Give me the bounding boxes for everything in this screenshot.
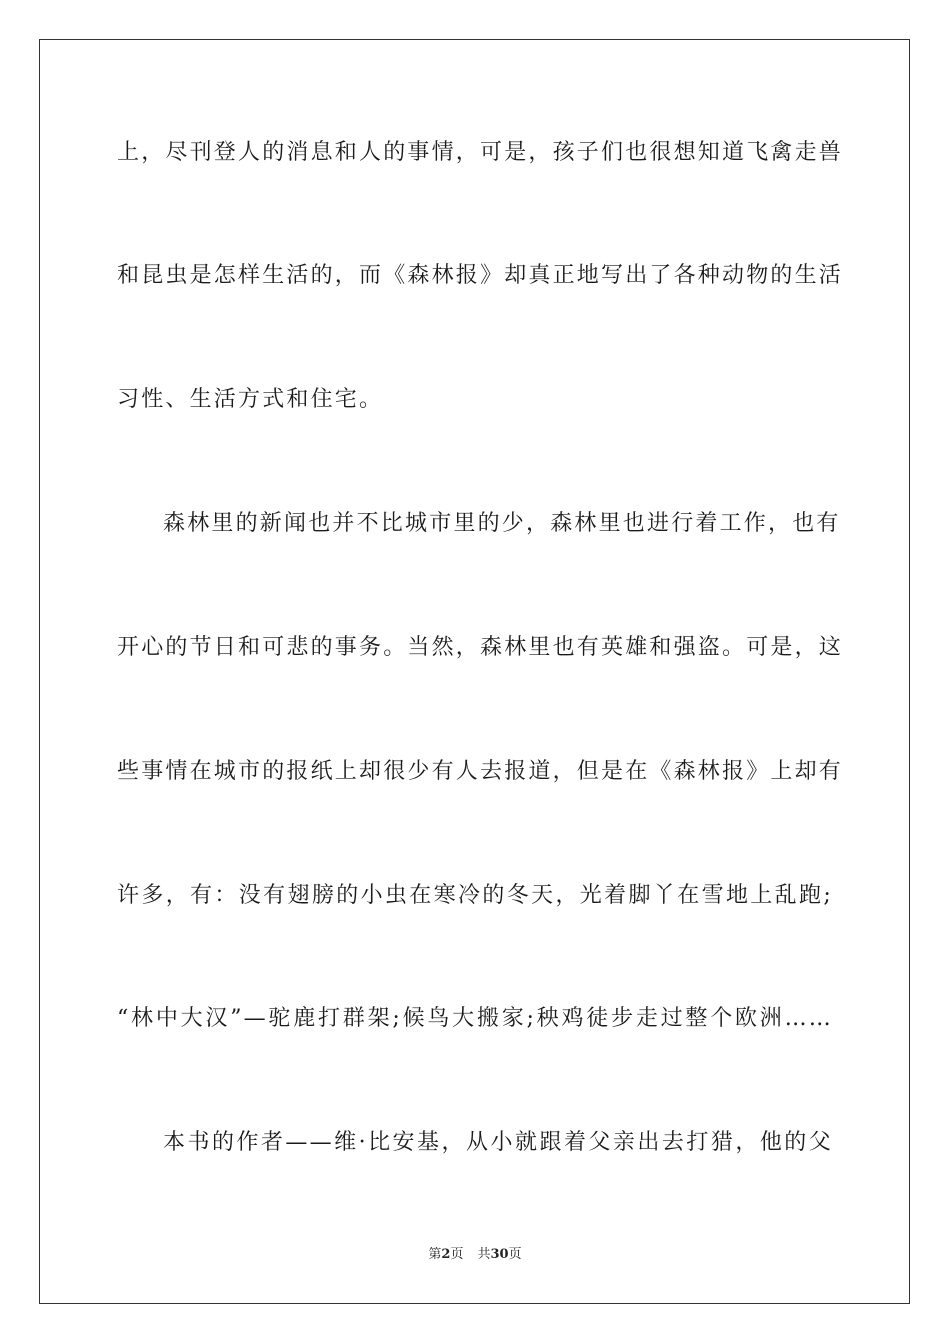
footer-page-prefix: 第 (428, 1247, 442, 1262)
text-line-2: 和昆虫是怎样生活的，而《森林报》却真正地写出了各种动物的生活 (117, 263, 844, 288)
footer-total-prefix: 共 (477, 1247, 491, 1262)
footer-page-number: 2 (441, 1247, 451, 1262)
text-line-1: 上，尽刊登人的消息和人的事情，可是，孩子们也很想知道飞禽走兽 (117, 140, 844, 165)
text-line-6: 些事情在城市的报纸上却很少有人去报道，但是在《森林报》上却有 (117, 759, 844, 784)
footer-page-suffix: 页 (450, 1247, 464, 1262)
text-line-4: 森林里的新闻也并不比城市里的少，森林里也进行着工作，也有 (163, 511, 841, 536)
page-border (39, 39, 910, 1304)
page-footer (0, 1246, 950, 1264)
footer-total-suffix: 页 (508, 1247, 522, 1262)
text-line-3: 习性、生活方式和住宅。 (117, 387, 384, 412)
text-line-5: 开心的节日和可悲的事务。当然，森林里也有英雄和强盗。可是，这 (117, 635, 844, 660)
text-line-7: 许多，有：没有翅膀的小虫在寒冷的冬天，光着脚丫在雪地上乱跑; (117, 883, 833, 908)
text-line-8: “林中大汉”—驼鹿打群架;候鸟大搬家;秧鸡徒步走过整个欧洲…… (117, 1006, 833, 1031)
text-line-9: 本书的作者——维·比安基，从小就跟着父亲出去打猎，他的父 (163, 1130, 833, 1155)
footer-total-pages: 30 (490, 1247, 509, 1262)
